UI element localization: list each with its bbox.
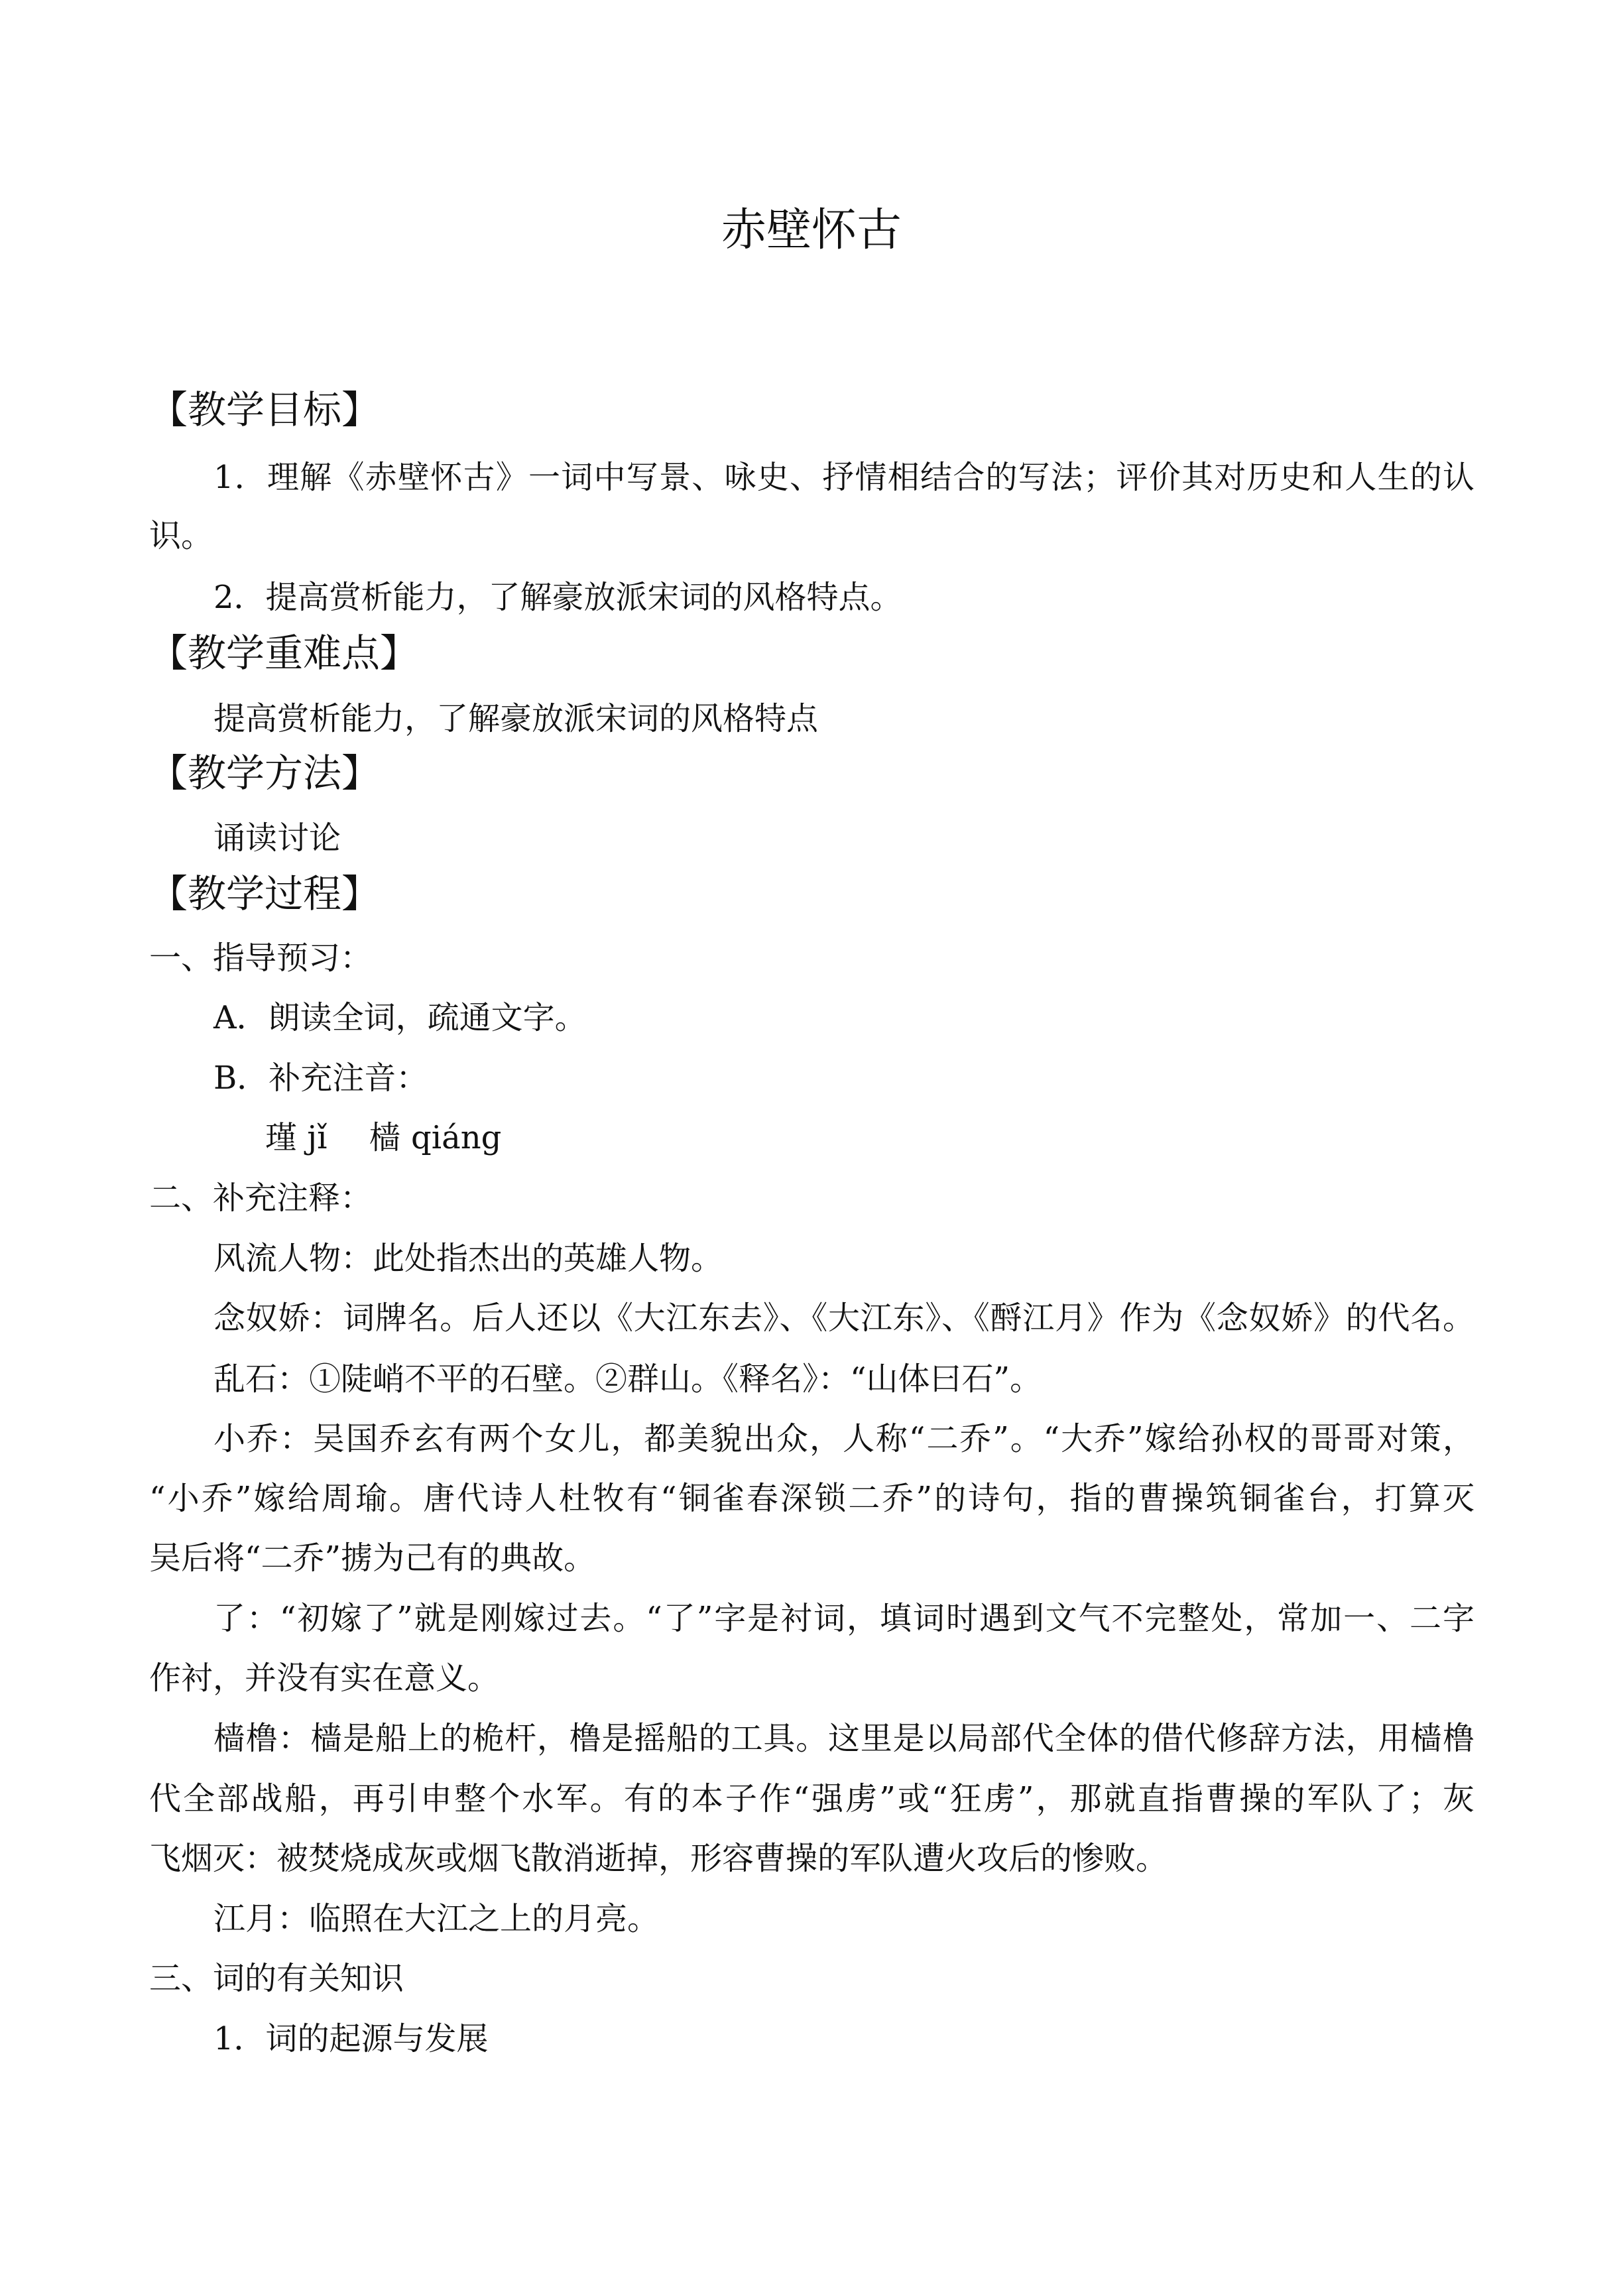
goal-item-2: 2．提高赏析能力，了解豪放派宋词的风格特点。: [213, 579, 902, 616]
key-text: 提高赏析能力，了解豪放派宋词的风格特点: [213, 700, 819, 737]
section-heading-goals: 【教学目标】: [149, 387, 381, 432]
note-2: 念奴娇：词牌名。后人还以《大江东去》、《大江东》、《酹江月》作为《念奴娇》的代名。: [213, 1299, 1474, 1337]
process-part-1-b: B．补充注音：: [213, 1059, 428, 1097]
page-title: 赤壁怀古: [721, 204, 902, 257]
note-5-cont: 作衬，并没有实在意义。: [149, 1660, 500, 1697]
section-heading-method: 【教学方法】: [149, 751, 381, 796]
note-4-cont-1: “小乔”嫁给周瑜。唐代诗人杜牧有“铜雀春深锁二乔”的诗句，指的曹操筑铜雀台，打算灭: [149, 1480, 1474, 1517]
note-3: 乱石：①陡峭不平的石壁。②群山。《释名》：“山体曰石”。: [213, 1360, 1042, 1398]
note-6-cont-2: 飞烟灭：被焚烧成灰或烟飞散消逝掉，形容曹操的军队遭火攻后的惨败。: [149, 1840, 1168, 1877]
note-7: 江月：临照在大江之上的月亮。: [213, 1900, 660, 1937]
process-part-2: 二、补充注释：: [149, 1179, 373, 1217]
pinyin-line: 瑾 jǐ 樯 qiáng: [265, 1119, 502, 1156]
method-text: 诵读讨论: [213, 819, 341, 857]
section-heading-process: 【教学过程】: [149, 871, 381, 916]
section-heading-key: 【教学重难点】: [149, 631, 419, 676]
note-6: 樯橹：樯是船上的桅杆，橹是摇船的工具。这里是以局部代全体的借代修辞方法，用樯橹: [213, 1720, 1474, 1757]
note-1: 风流人物：此处指杰出的英雄人物。: [213, 1240, 723, 1277]
process-part-3: 三、词的有关知识: [149, 1960, 404, 1997]
note-4: 小乔：吴国乔玄有两个女儿，都美貌出众，人称“二乔”。“大乔”嫁给孙权的哥哥对策，: [213, 1420, 1474, 1457]
process-part-1-a: A．朗读全词，疏通文字。: [213, 999, 587, 1036]
note-5: 了：“初嫁了”就是刚嫁过去。“了”字是衬词，填词时遇到文气不完整处，常加一、二字: [213, 1600, 1474, 1637]
process-part-3-item-1: 1．词的起源与发展: [213, 2020, 489, 2057]
note-6-cont-1: 代全部战船，再引申整个水军。有的本子作“强虏”或“狂虏”，那就直指曹操的军队了；灰: [149, 1780, 1474, 1817]
note-4-cont-2: 吴后将“二乔”掳为己有的典故。: [149, 1540, 596, 1577]
goal-item-1-cont: 识。: [149, 517, 213, 554]
goal-item-1: 1．理解《赤壁怀古》一词中写景、咏史、抒情相结合的写法；评价其对历史和人生的认: [213, 459, 1474, 496]
process-part-1: 一、指导预习：: [149, 939, 373, 977]
